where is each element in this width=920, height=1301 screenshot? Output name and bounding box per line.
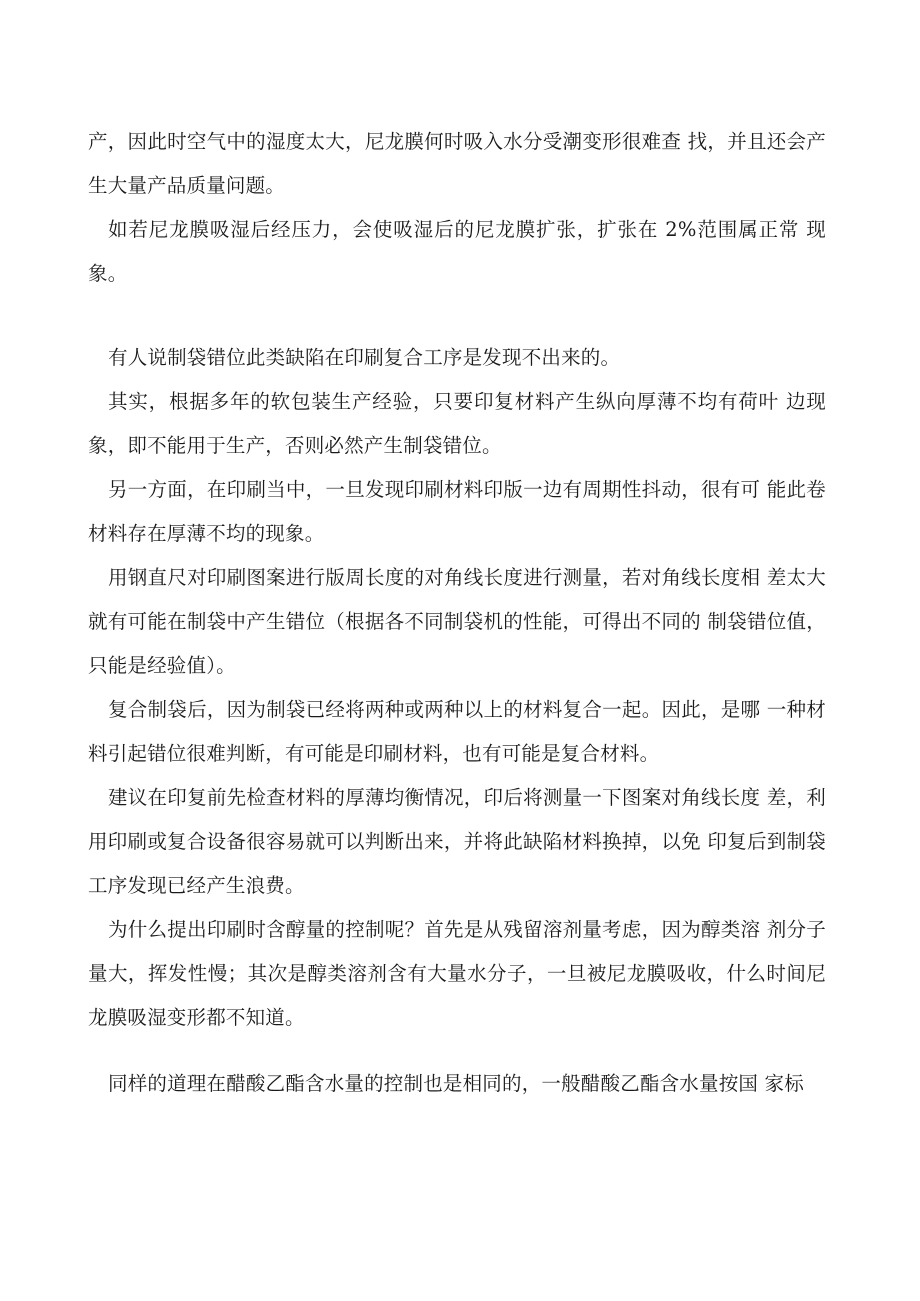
paragraph-2: 如若尼龙膜吸湿后经压力，会使吸湿后的尼龙膜扩张，扩张在 2%范围属正常 现象。 xyxy=(88,218,826,285)
paragraph-7: 复合制袋后，因为制袋已经将两种或两种以上的材料复合一起。因此，是哪 一种材料引起错位很难判断，有可能是印刷材料，也有可能是复合材料。 xyxy=(88,698,826,765)
paragraph-4: 其实，根据多年的软包装生产经验，只要印复材料产生纵向厚薄不均有荷叶 边现象，即不能用于生产，否则必然产生制袋错位。 xyxy=(88,390,826,457)
paragraph-5: 另一方面，在印刷当中，一旦发现印刷材料印版一边有周期性抖动，很有可 能此卷材料存在厚薄不均的现象。 xyxy=(88,478,826,545)
paragraph-1: 产，因此时空气中的湿度太大，尼龙膜何时吸入水分受潮变形很难查 找，并且还会产生大量产品质量问题。 xyxy=(88,130,826,197)
paragraph-10: 同样的道理在醋酸乙酯含水量的控制也是相同的，一般醋酸乙酯含水量按国 家标 xyxy=(108,1072,804,1095)
paragraph-9: 为什么提出印刷时含醇量的控制呢？首先是从残留溶剂量考虑，因为醇类溶 剂分子量大，挥发性慢；其次是醇类溶剂含有大量水分子，一旦被尼龙膜吸收，什么时间尼龙膜吸湿变形都不知道。 xyxy=(88,918,826,1029)
document-body xyxy=(88,120,826,1106)
paragraph-6: 用钢直尺对印刷图案进行版周长度的对角线长度进行测量，若对角线长度相 差太大就有可能在制袋中产生错位（根据各不同制袋机的性能，可得出不同的 制袋错位值，只能是经验值）。 xyxy=(88,566,826,677)
paragraph-3: 有人说制袋错位此类缺陷在印刷复合工序是发现不出来的。 xyxy=(108,346,621,369)
paragraph-8: 建议在印复前先检查材料的厚薄均衡情况，印后将测量一下图案对角线长度 差，利用印刷或复合设备很容易就可以判断出来，并将此缺陷材料换掉，以免 印复后到制袋工序发现已经产生浪费。 xyxy=(88,786,826,897)
